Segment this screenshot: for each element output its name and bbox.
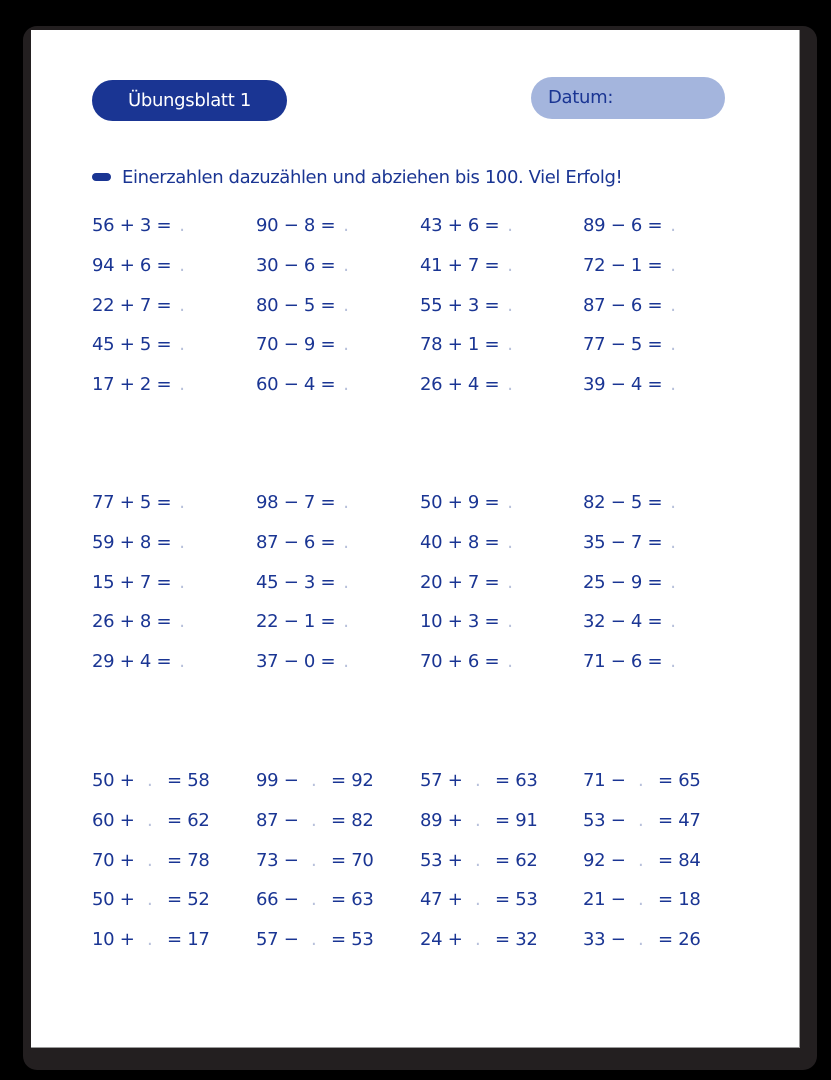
exercise-left: 99 − [256,770,299,791]
answer-blank[interactable]: . [507,294,513,316]
exercise-result: = 63 [331,889,374,911]
exercise-column [583,765,701,964]
exercise-item[interactable] [92,606,185,646]
exercise-item[interactable] [420,487,513,527]
exercise-text: 26 + 8 = [92,611,172,633]
exercise-left: 50 + [92,889,135,911]
exercise-item[interactable] [92,250,185,290]
exercise-text: 30 − 6 = [256,254,336,276]
answer-blank[interactable]: . [147,770,153,791]
gap-exercise-item[interactable] [92,805,210,845]
exercise-text: 17 + 2 = [92,374,172,396]
date-label: Datum: [548,87,614,108]
exercise-text: 39 − 4 = [583,374,663,396]
answer-blank[interactable]: . [179,374,185,396]
gap-exercise-item[interactable] [420,765,538,805]
exercise-result: = 82 [331,809,374,831]
answer-blank[interactable]: . [507,611,513,633]
exercise-item[interactable] [420,290,513,330]
exercise-result: = 53 [495,889,538,911]
exercise-column [420,487,513,686]
answer-blank[interactable]: . [507,531,513,553]
answer-blank[interactable]: . [179,254,185,276]
exercise-result: = 65 [658,770,701,791]
exercise-result: = 91 [495,809,538,831]
exercise-column [256,765,374,964]
exercise-text: 32 − 4 = [583,611,663,633]
exercise-left: 21 − [583,889,626,911]
answer-blank[interactable]: . [343,531,349,553]
exercise-result: = 18 [658,889,701,911]
worksheet-title: Übungsblatt 1 [92,80,287,121]
exercise-item[interactable] [583,210,676,250]
answer-blank[interactable]: . [507,374,513,396]
answer-blank[interactable]: . [507,651,513,673]
exercise-item[interactable] [420,210,513,250]
exercise-item[interactable] [256,369,349,409]
answer-blank[interactable]: . [507,571,513,593]
exercise-left: 33 − [583,929,626,951]
exercise-item[interactable] [583,487,676,527]
answer-blank[interactable]: . [179,334,185,356]
answer-blank[interactable]: . [475,889,481,911]
answer-blank[interactable]: . [475,929,481,951]
exercise-left: 70 + [92,849,135,871]
exercise-text: 70 − 9 = [256,334,336,356]
exercise-item[interactable] [420,606,513,646]
answer-blank[interactable]: . [475,809,481,831]
exercise-text: 22 − 1 = [256,611,336,633]
answer-blank[interactable]: . [179,531,185,553]
exercise-result: = 17 [167,929,210,951]
exercise-left: 92 − [583,849,626,871]
answer-blank[interactable]: . [343,334,349,356]
exercise-item[interactable] [583,250,676,290]
gap-exercise-item[interactable] [256,884,374,924]
answer-blank[interactable]: . [311,849,317,871]
exercise-result: = 62 [167,809,210,831]
exercise-item[interactable] [256,606,349,646]
exercise-left: 71 − [583,770,626,791]
exercise-item[interactable] [420,527,513,567]
exercise-left: 73 − [256,849,299,871]
answer-blank[interactable]: . [147,889,153,911]
exercise-text: 40 + 8 = [420,531,500,553]
exercise-column [420,765,538,964]
exercise-text: 80 − 5 = [256,294,336,316]
exercise-item[interactable] [583,527,676,567]
exercise-item[interactable] [583,646,676,686]
exercise-left: 24 + [420,929,463,951]
exercise-item[interactable] [92,210,185,250]
exercise-item[interactable] [583,329,676,369]
answer-blank[interactable]: . [638,929,644,951]
exercise-item[interactable] [420,646,513,686]
exercise-text: 43 + 6 = [420,215,500,236]
exercise-text: 29 + 4 = [92,651,172,673]
answer-blank[interactable]: . [147,929,153,951]
answer-blank[interactable]: . [507,334,513,356]
answer-blank[interactable]: . [670,492,676,513]
answer-blank[interactable]: . [343,374,349,396]
gap-exercise-item[interactable] [420,884,538,924]
exercise-result: = 47 [658,809,701,831]
gap-exercise-item[interactable] [583,765,701,805]
exercise-text: 20 + 7 = [420,571,500,593]
gap-exercise-item[interactable] [92,884,210,924]
answer-blank[interactable]: . [179,651,185,673]
answer-blank[interactable]: . [638,809,644,831]
answer-blank[interactable]: . [179,215,185,236]
exercise-item[interactable] [256,487,349,527]
exercise-text: 77 + 5 = [92,492,172,513]
exercise-text: 77 − 5 = [583,334,663,356]
answer-blank[interactable]: . [311,770,317,791]
exercise-left: 57 − [256,929,299,951]
answer-blank[interactable]: . [475,849,481,871]
exercise-left: 53 + [420,849,463,871]
answer-blank[interactable]: . [343,611,349,633]
gap-exercise-item[interactable] [420,924,538,964]
answer-blank[interactable]: . [507,215,513,236]
answer-blank[interactable]: . [343,254,349,276]
exercise-result: = 62 [495,849,538,871]
exercise-text: 10 + 3 = [420,611,500,633]
exercise-text: 41 + 7 = [420,254,500,276]
exercise-item[interactable] [583,567,676,607]
exercise-text: 72 − 1 = [583,254,663,276]
exercise-item[interactable] [92,487,185,527]
answer-blank[interactable]: . [475,770,481,791]
answer-blank[interactable]: . [343,294,349,316]
exercise-left: 50 + [92,770,135,791]
answer-blank[interactable]: . [507,254,513,276]
gap-exercise-item[interactable] [92,924,210,964]
exercise-item[interactable] [256,250,349,290]
exercise-item[interactable] [92,369,185,409]
gap-exercise-item[interactable] [583,805,701,845]
exercise-result: = 78 [167,849,210,871]
exercise-text: 98 − 7 = [256,492,336,513]
exercise-item[interactable] [256,329,349,369]
exercise-item[interactable] [92,527,185,567]
exercise-text: 70 + 6 = [420,651,500,673]
exercise-text: 35 − 7 = [583,531,663,553]
answer-blank[interactable]: . [343,651,349,673]
gap-exercise-item[interactable] [420,805,538,845]
exercise-left: 10 + [92,929,135,951]
gap-exercise-item[interactable] [256,765,374,805]
gap-exercise-item[interactable] [583,924,701,964]
exercise-column [256,487,349,686]
answer-blank[interactable]: . [179,611,185,633]
exercise-column [92,487,185,686]
gap-exercise-item[interactable] [92,845,210,885]
exercise-result: = 92 [331,770,374,791]
exercise-text: 25 − 9 = [583,571,663,593]
gap-exercise-item[interactable] [256,924,374,964]
exercise-text: 26 + 4 = [420,374,500,396]
answer-blank[interactable]: . [670,334,676,356]
gap-exercise-item[interactable] [583,884,701,924]
exercise-left: 47 + [420,889,463,911]
exercise-text: 59 + 8 = [92,531,172,553]
exercise-item[interactable] [583,290,676,330]
exercise-item[interactable] [92,290,185,330]
exercise-left: 87 − [256,809,299,831]
answer-blank[interactable]: . [147,849,153,871]
exercise-text: 37 − 0 = [256,651,336,673]
answer-blank[interactable]: . [343,215,349,236]
exercise-item[interactable] [256,646,349,686]
exercise-item[interactable] [92,567,185,607]
answer-blank[interactable]: . [343,492,349,513]
answer-blank[interactable]: . [147,809,153,831]
exercise-left: 57 + [420,770,463,791]
answer-blank[interactable]: . [638,770,644,791]
exercise-column [583,210,676,409]
exercise-result: = 52 [167,889,210,911]
date-field[interactable] [531,77,725,119]
exercise-text: 82 − 5 = [583,492,663,513]
exercise-text: 45 − 3 = [256,571,336,593]
exercise-text: 56 + 3 = [92,215,172,236]
exercise-result: = 53 [331,929,374,951]
answer-blank[interactable]: . [179,294,185,316]
instruction-heading [92,162,622,192]
exercise-column [92,765,210,964]
answer-blank[interactable]: . [638,889,644,911]
exercise-text: 71 − 6 = [583,651,663,673]
answer-blank[interactable]: . [670,611,676,633]
exercise-item[interactable] [92,646,185,686]
exercise-result: = 58 [167,770,210,791]
exercise-left: 60 + [92,809,135,831]
exercise-text: 87 − 6 = [256,531,336,553]
gap-exercise-item[interactable] [92,765,210,805]
exercise-text: 45 + 5 = [92,334,172,356]
answer-blank[interactable]: . [179,571,185,593]
exercise-text: 87 − 6 = [583,294,663,316]
exercise-item[interactable] [420,369,513,409]
answer-blank[interactable]: . [670,254,676,276]
exercise-item[interactable] [256,567,349,607]
exercise-column [92,210,185,409]
exercise-result: = 32 [495,929,538,951]
exercise-text: 22 + 7 = [92,294,172,316]
exercise-text: 94 + 6 = [92,254,172,276]
exercise-item[interactable] [256,290,349,330]
answer-blank[interactable]: . [670,531,676,553]
instruction-text: Einerzahlen dazuzählen und abziehen bis 100. Viel Erfolg! [122,166,623,188]
exercise-result: = 63 [495,770,538,791]
answer-blank[interactable]: . [311,809,317,831]
exercise-text: 60 − 4 = [256,374,336,396]
exercise-text: 50 + 9 = [420,492,500,513]
exercise-left: 89 + [420,809,463,831]
answer-blank[interactable]: . [507,492,513,513]
gap-exercise-item[interactable] [420,845,538,885]
exercise-result: = 84 [658,849,701,871]
exercise-item[interactable] [256,527,349,567]
answer-blank[interactable]: . [670,571,676,593]
answer-blank[interactable]: . [179,492,185,513]
exercise-result: = 70 [331,849,374,871]
exercise-text: 89 − 6 = [583,215,663,236]
exercise-item[interactable] [420,329,513,369]
exercise-text: 15 + 7 = [92,571,172,593]
exercise-text: 90 − 8 = [256,215,336,236]
exercise-left: 66 − [256,889,299,911]
gap-exercise-item[interactable] [256,805,374,845]
exercise-item[interactable] [256,210,349,250]
exercise-item[interactable] [583,606,676,646]
gap-exercise-item[interactable] [583,845,701,885]
answer-blank[interactable]: . [670,374,676,396]
answer-blank[interactable]: . [670,215,676,236]
answer-blank[interactable]: . [670,294,676,316]
answer-blank[interactable]: . [670,651,676,673]
exercise-item[interactable] [92,329,185,369]
exercise-column [583,487,676,686]
exercise-left: 53 − [583,809,626,831]
exercise-column [420,210,513,409]
exercise-item[interactable] [420,567,513,607]
answer-blank[interactable]: . [311,929,317,951]
exercise-text: 78 + 1 = [420,334,500,356]
answer-blank[interactable]: . [343,571,349,593]
bullet-icon [92,173,111,181]
gap-exercise-item[interactable] [256,845,374,885]
answer-blank[interactable]: . [311,889,317,911]
answer-blank[interactable]: . [638,849,644,871]
exercise-column [256,210,349,409]
exercise-result: = 26 [658,929,701,951]
exercise-text: 55 + 3 = [420,294,500,316]
exercise-item[interactable] [583,369,676,409]
exercise-item[interactable] [420,250,513,290]
